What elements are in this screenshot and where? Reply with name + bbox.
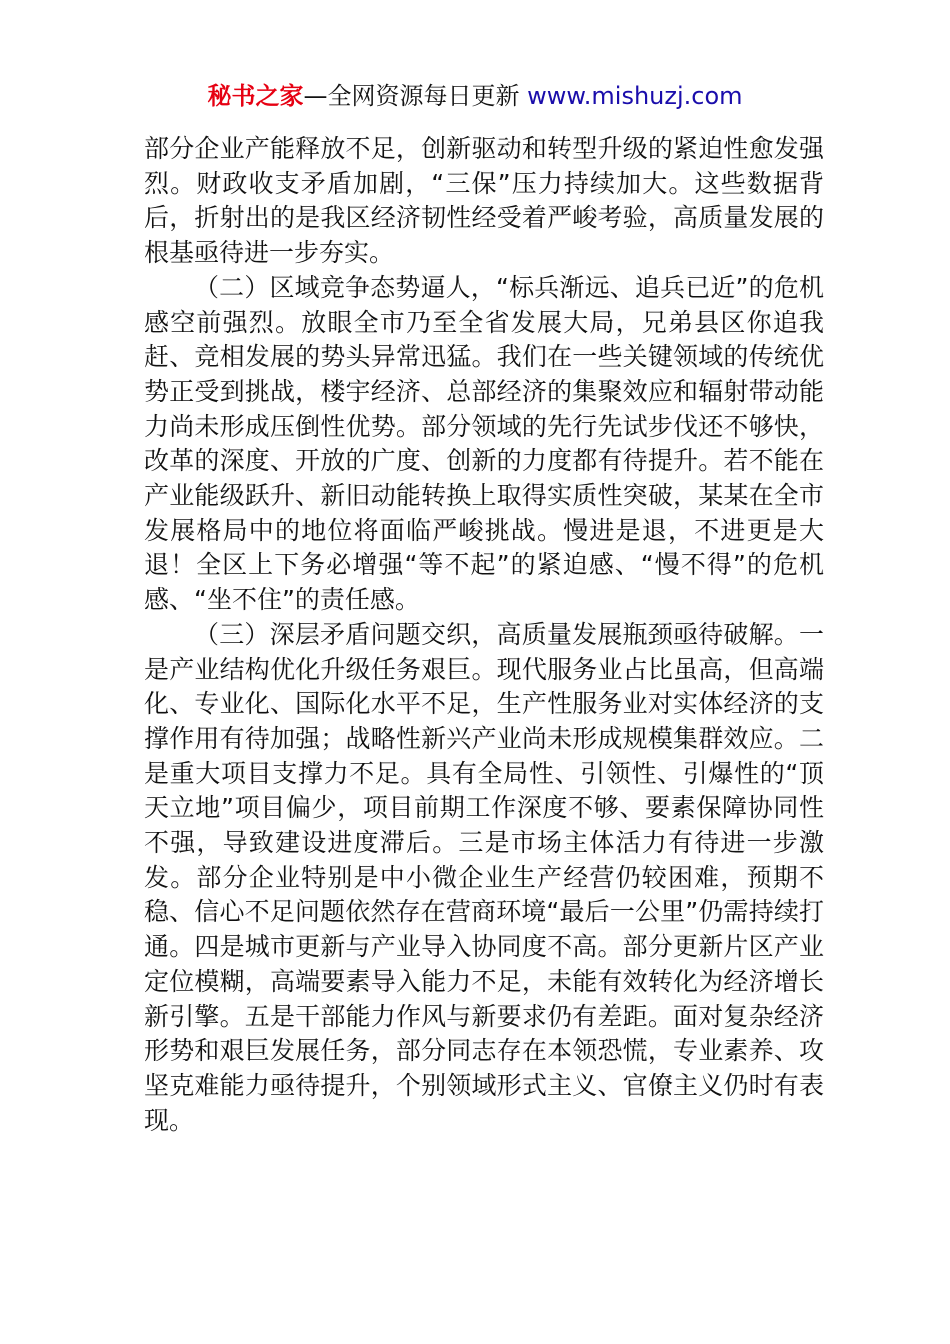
header-tagline: —全网资源每日更新 [303, 82, 528, 110]
paragraph-section-3: （三）深层矛盾问题交织，高质量发展瓶颈亟待破解。一是产业结构优化升级任务艰巨。现代服务业占比虽高，但高端化、专业化、国际化水平不足，生产性服务业对实体经济的支撑作用有待加强；战略性新兴产业尚未形成规模集群效应。二是重大项目支撑力不足。具有全局性、引领性、引爆性的“顶天立地”项目偏少，项目前期工作深度不够、要素保障协同性不强，导致建设进度滞后。三是市场主体活力有待进一步激发。部分企业特别是中小微企业生产经营仍较困难，预期不稳、信心不足问题依然存在营商环境“最后一公里”仍需持续打通。四是城市更新与产业导入协同度不高。部分更新片区产业定位模糊，高端要素导入能力不足，未能有效转化为经济增长新引擎。五是干部能力作风与新要求仍有差距。面对复杂经济形势和艰巨发展任务，部分同志存在本领恐慌，专业素养、攻坚克难能力亟待提升，个别领域形式主义、官僚主义仍时有表现。 [144, 619, 824, 1135]
paragraph-continued: 部分企业产能释放不足，创新驱动和转型升级的紧迫性愈发强烈。财政收支矛盾加剧，“三保”压力持续加大。这些数据背后，折射出的是我区经济韧性经受着严峻考验，高质量发展的根基亟待进一步夯实。 [144, 134, 824, 268]
document-body [144, 132, 824, 1138]
site-url-link[interactable]: www.mishuzj.com [527, 82, 743, 110]
brand-name: 秘书之家 [207, 82, 304, 110]
paragraph-section-2: （二）区域竞争态势逼人，“标兵渐远、追兵已近”的危机感空前强烈。放眼全市乃至全省发展大局，兄弟县区你追我赶、竞相发展的势头异常迅猛。我们在一些关键领域的传统优势正受到挑战，楼宇经济、总部经济的集聚效应和辐射带动能力尚未形成压倒性优势。部分领域的先行先试步伐还不够快，改革的深度、开放的广度、创新的力度都有待提升。若不能在产业能级跃升、新旧动能转换上取得实质性突破，某某在全市发展格局中的地位将面临严峻挑战。慢进是退，不进更是大退！全区上下务必增强“等不起”的紧迫感、“慢不得”的危机感、“坐不住”的责任感。 [144, 272, 824, 615]
site-header [0, 80, 950, 112]
